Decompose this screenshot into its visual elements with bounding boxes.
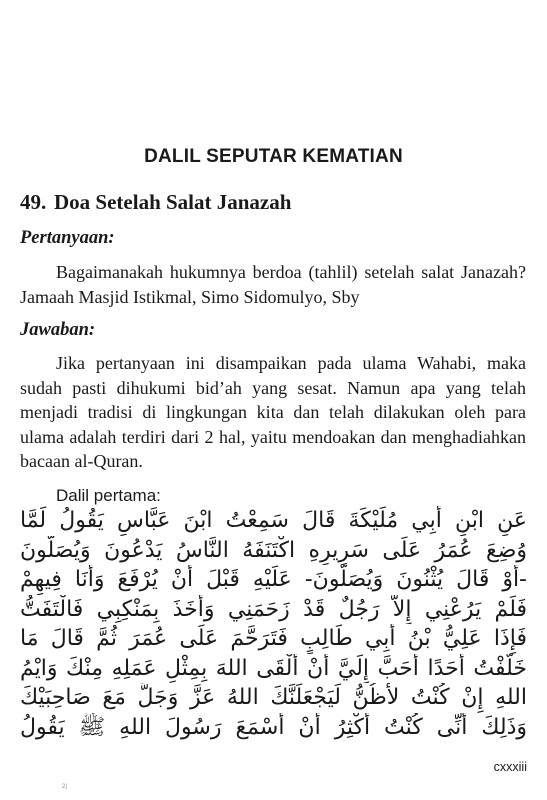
answer-label: Jawaban: xyxy=(20,320,96,340)
arabic-line: فَإِذَا عَلِيُّ بْنُ أَبِي طَالِبٍ فَتَرَحَّمَ عَلَى عُمَرَ ثُمَّ قَالَ مَا xyxy=(20,626,527,651)
page-number: cxxxiii xyxy=(493,760,527,774)
arabic-line: وَذَلِكَ أَنِّى كُنْتُ أُكْثِرُ أَنْ أَسْمَعَ رَسُولَ اللهِ ﷺ يَقُولُ xyxy=(20,714,527,740)
question-label: Pertanyaan: xyxy=(20,228,115,248)
chapter-title: DALIL SEPUTAR KEMATIAN xyxy=(144,146,403,167)
section-title: Doa Setelah Salat Janazah xyxy=(54,190,292,214)
footer-mark: 2| xyxy=(62,784,67,790)
arabic-line: عَنِ ابْنِ أَبِي مُلَيْكَةَ قَالَ سَمِعْتُ ابْنَ عَبَّاسٍ يَقُولُ لَمَّا xyxy=(20,508,527,533)
arabic-line: -أَوْ قَالَ يُثْنُونَ وَيُصَلُّونَ- عَلَيْهِ قَبْلَ أَنْ يُرْفَعَ وَأَنَا فِيهِمْ xyxy=(20,567,527,592)
arabic-line: فَلَمْ يَرُعْنِي إِلاَّ رَجُلٌ قَدْ زَحَمَنِي وَأَخَذَ بِمَنْكِبِي فَالْتَفَتُّ xyxy=(20,596,527,622)
dalil-label: Dalil pertama: xyxy=(56,486,161,505)
arabic-line: اللهِ إِنْ كُنْتُ لأَظُنُّ لَيَجْعَلَنَّكَ اللهُ عَزَّ وَجَلَّ مَعَ صَاحِبَيْكَ xyxy=(20,685,527,710)
question-text: Bagaimanakah hukumnya berdoa (tahlil) setelah salat Janazah? Jamaah Masjid Istikmal, Simo Sidomulyo, Sby xyxy=(20,262,526,307)
arabic-line: وُضِعَ عُمَرُ عَلَى سَرِيرِهِ اكْتَنَفَهُ النَّاسُ يَدْعُونَ وَيُصَلُّونَ xyxy=(20,537,527,563)
section-heading xyxy=(20,190,291,215)
section-number: 49. xyxy=(20,190,47,214)
answer-text: Jika pertanyaan ini disampaikan pada ulama Wahabi, maka sudah pasti dihukumi bid’ah yang sesat. Namun apa yang telah menjadi tradisi di lingkungan kita dan telah dilakukan oleh para ulama adalah terdiri dari 2 hal, yaitu mendoakan dan menghadiahkan bacaan al-Quran. xyxy=(20,353,526,471)
arabic-line: خَلَّفْتُ أَحَدًا أَحَبَّ إِلَيَّ أَنْ أَلْقَى اللهَ بِمِثْلِ عَمَلِهِ مِنْكَ وَايْمُ xyxy=(20,655,527,681)
arabic-hadith-text xyxy=(20,506,527,742)
